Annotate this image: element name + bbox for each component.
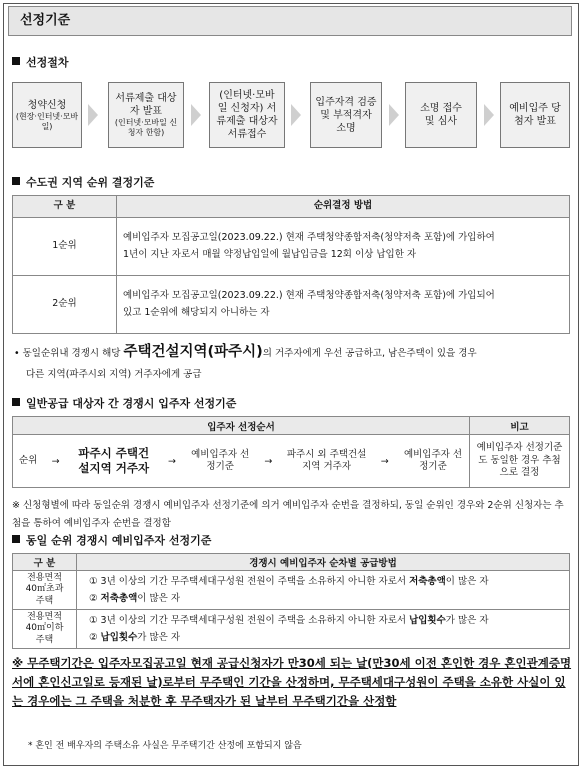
rank-method-line: 있고 1순위에 해당되지 아니하는 자 [123,306,270,318]
criterion-emphasis: 납입횟수 [409,615,446,626]
flow-step-6 [500,82,570,148]
criterion-text: 가 많은 자 [137,632,181,643]
table-header: 구 분 [13,196,117,218]
square-bullet-icon [12,57,20,65]
flow-step-main: 소명 접수 및 심사 [420,103,462,127]
bullet-dot-icon: • [14,348,23,359]
criterion-text: 이 많은 자 [445,576,489,587]
rank-cell: 2순위 [13,276,117,334]
table-row [13,571,570,610]
area-label-line: 주택 [35,595,54,606]
order-step: 파주시 외 주택건설지역 거주자 [286,448,367,472]
selection-order-cell [13,435,470,488]
square-bullet-icon [12,398,20,406]
flow-step-sub: (인터넷·모바일 신청자 한함) [114,118,178,137]
rank-criteria-table [12,195,570,334]
criterion-text: ① 3년 이상의 기간 무주택세대구성원 전원이 주택을 소유하지 아니한 자로서 [89,615,410,626]
table-row [13,218,570,276]
table-header: 입주자 선정순서 [13,417,470,435]
criterion-text: ② [89,632,101,643]
flow-arrow-icon [88,104,98,126]
footnote: * 혼인 전 배우자의 주택소유 사실은 무주택기간 산정에 포함되지 않음 [28,741,302,751]
table-row [13,276,570,334]
rank-method-line: 예비입주자 모집공고일(2023.09.22.) 현재 주택청약종합저축(청약저축 포함)에 가입되어 [123,289,495,301]
criterion-text: 가 많은 자 [445,615,489,626]
order-step: 순위 [19,454,38,466]
flow-arrow-icon [484,104,494,126]
flow-arrow-icon [291,104,301,126]
area-label-line: 40㎡초과 [25,584,64,595]
rank-method-line: 예비입주자 모집공고일(2023.09.22.) 현재 주택청약종합저축(청약저축 포함)에 가입하여 [123,231,495,243]
note-text: ※ 무주택기간은 입주자모집공고일 현재 공급신청자가 만30세 되는 날(만30세 이전 혼인한 경우 혼인관계증명서에 혼인신고일로 등재된 날)로부터 무주택인 기간을 산정하며, 무주택세대구성원이 주택을 소유한 사실이 있는 경우에는 그 주택을 처분한 후 무주택자가 된 날부터 무주택기간을 산정함 [12,656,572,708]
criterion-emphasis: 납입횟수 [100,632,138,643]
flow-step-2 [108,82,184,148]
table-header: 비고 [470,417,570,435]
flow-step-main: 청약신청 [27,99,67,111]
note-text: 동일순위내 경쟁시 해당 [22,348,121,359]
order-step: 예비입주자 선정기준 [403,448,463,472]
flow-step-main: 입주자격 검증 및 부적격자 소명 [315,96,377,134]
criterion-emphasis: 저축총액 [409,576,446,587]
rank-method-cell [117,276,570,334]
flow-arrow-icon [191,104,201,126]
area-label-line: 전용면적 [27,573,62,584]
section-heading-text: 동일 순위 경쟁시 예비입주자 선정기준 [26,534,212,547]
area-label-line: 주택 [35,634,54,645]
area-label-line: 전용면적 [27,612,62,623]
note-text: 의 거주자에게 우선 공급하고, 남은주택이 있을 경우 [262,348,477,359]
section-heading-text: 선정절차 [26,56,69,69]
arrow-right-icon: → [167,455,176,467]
table-header: 경쟁시 예비입주자 순차별 공급방법 [77,554,570,571]
flow-step-4 [310,82,382,148]
table-header: 순위결정 방법 [117,196,570,218]
competition-table [12,416,570,488]
remark-cell: 예비입주자 선정기준도 동일한 경우 추첨으로 결정 [470,435,570,488]
criterion-text: ① 3년 이상의 기간 무주택세대구성원 전원이 주택을 소유하지 아니한 자로서 [89,576,410,587]
criterion-text: 이 많은 자 [137,593,181,604]
arrow-right-icon: → [51,455,60,467]
rank-cell: 1순위 [13,218,117,276]
section-heading-rank-criteria [12,174,154,190]
rank-method-line: 1년이 지난 자로서 매월 약정납입일에 월납입금을 12회 이상 납입한 자 [123,248,417,260]
note-emphasis: 주택건설지역(파주시) [123,344,263,360]
section-heading-competition [12,395,236,411]
flow-step-1 [12,82,82,148]
area-label-cell [13,610,77,649]
table-row [13,610,570,649]
flow-arrow-icon [389,104,399,126]
section-heading-text: 수도권 지역 순위 결정기준 [26,176,155,189]
flow-step-3 [209,82,285,148]
homeless-period-note [12,654,572,711]
section-heading-text: 일반공급 대상자 간 경쟁시 입주자 선정기준 [26,397,237,410]
table-row [13,435,570,488]
flow-step-main: (인터넷·모바일 신청자) 서류제출 대상자 서류접수 [216,90,278,140]
page-title: 선정기준 [8,6,572,36]
arrow-right-icon: → [264,455,273,467]
arrow-right-icon: → [380,455,389,467]
flow-step-main: 예비입주 당첨자 발표 [509,103,561,127]
criterion-text: ② [89,593,101,604]
table-header: 구 분 [13,554,77,571]
area-label-line: 40㎡이하 [25,623,64,634]
note-text: 다른 지역(파주시외 지역) 거주자에게 공급 [26,369,202,380]
priority-note [14,342,572,385]
area-label-cell [13,571,77,610]
flow-step-sub: (현장·인터넷·모바일) [15,111,79,131]
supply-method-cell [77,571,570,610]
order-step: 예비입주자 선정기준 [191,448,250,472]
flow-step-main: 서류제출 대상자 발표 [115,93,177,117]
criterion-emphasis: 저축총액 [100,593,138,604]
flow-step-5 [405,82,477,148]
same-rank-table [12,553,570,649]
square-bullet-icon [12,535,20,543]
competition-note: ※ 신청형별에 따라 동일순위 경쟁시 예비입주자 선정기준에 의거 예비입주자 순번을 결정하되, 동일 순위인 경우와 2순위 신청자는 추첨을 통하여 예비입주자 순번을 결정함 [12,500,564,529]
supply-method-cell [77,610,570,649]
square-bullet-icon [12,177,20,185]
section-heading-procedure [12,54,69,70]
rank-method-cell [117,218,570,276]
order-step: 파주시 주택건설지역 거주자 [78,446,150,475]
section-heading-same-rank [12,532,211,548]
